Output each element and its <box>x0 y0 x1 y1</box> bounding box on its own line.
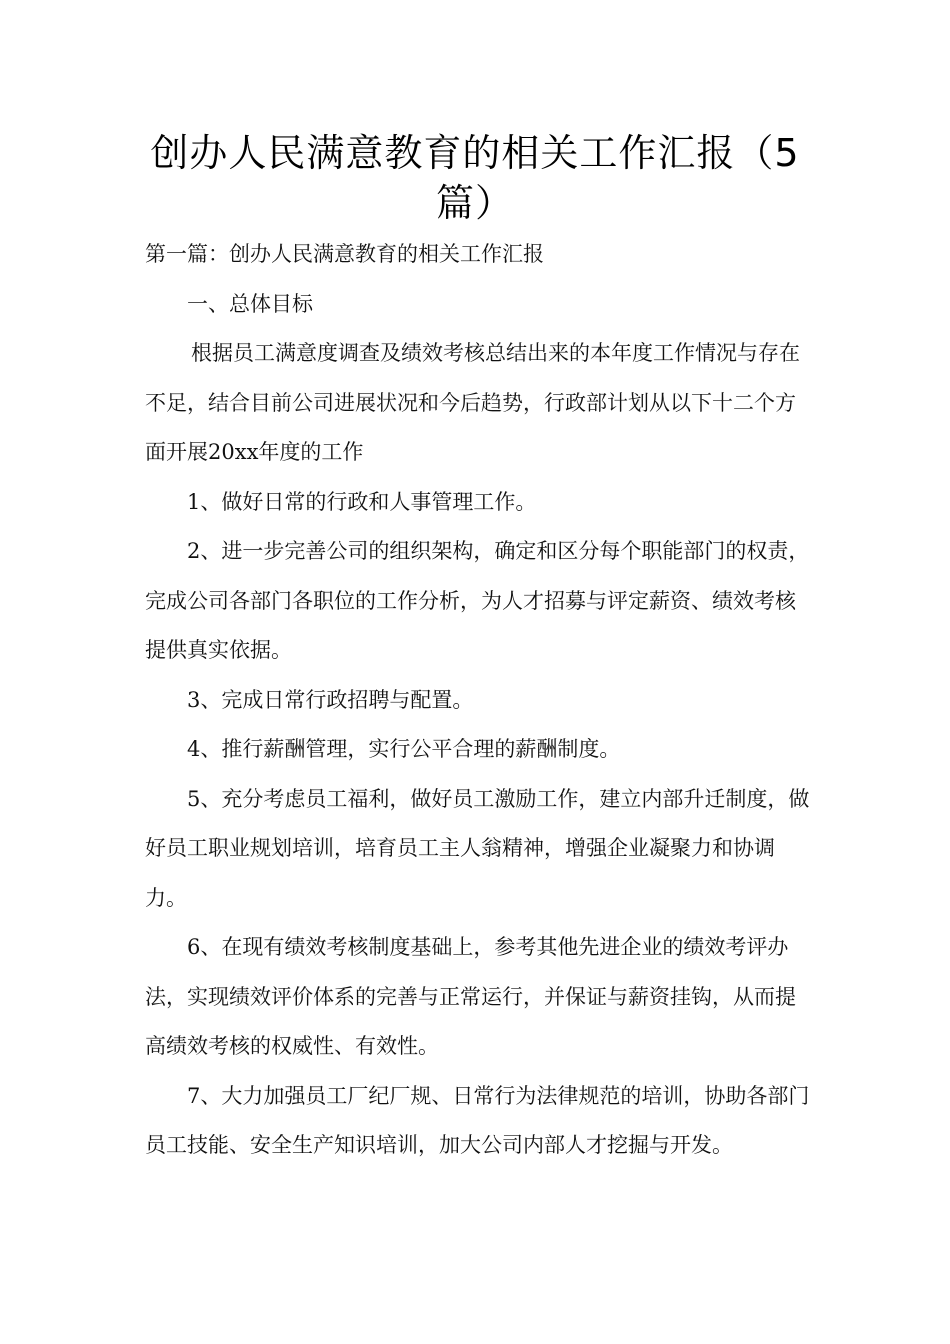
document-title: 创办人民满意教育的相关工作汇报（5篇） <box>150 131 800 225</box>
section-heading: 第一篇：创办人民满意教育的相关工作汇报 <box>145 242 544 266</box>
list-item: 4、推行薪酬管理，实行公平合理的薪酬制度。 <box>187 737 621 761</box>
document-body <box>145 230 810 1171</box>
list-item: 2、进一步完善公司的组织架构，确定和区分每个职能部门的权责，完成公司各部门各职位的工作分析，为人才招募与评定薪资、绩效考核提供真实依据。 <box>145 539 810 662</box>
list-item: 3、完成日常行政招聘与配置。 <box>187 687 474 712</box>
subsection-heading: 一、总体目标 <box>187 291 313 316</box>
list-item: 6、在现有绩效考核制度基础上，参考其他先进企业的绩效考评办法，实现绩效评价体系的完善与正常运行，并保证与薪资挂钩，从而提高绩效考核的权威性、有效性。 <box>145 935 796 1058</box>
list-item: 1、做好日常的行政和人事管理工作。 <box>187 489 537 514</box>
list-item: 5、充分考虑员工福利，做好员工激励工作，建立内部升迁制度，做好员工职业规划培训，培育员工主人翁精神，增强企业凝聚力和协调力。 <box>145 786 810 910</box>
paragraph-intro: 根据员工满意度调查及绩效考核总结出来的本年度工作情况与存在不足，结合目前公司进展状况和今后趋势，行政部计划从以下十二个方面开展20xx年度的工作 <box>145 341 800 464</box>
list-item: 7、大力加强员工厂纪厂规、日常行为法律规范的培训，协助各部门员工技能、安全生产知识培训，加大公司内部人才挖掘与开发。 <box>145 1083 810 1157</box>
